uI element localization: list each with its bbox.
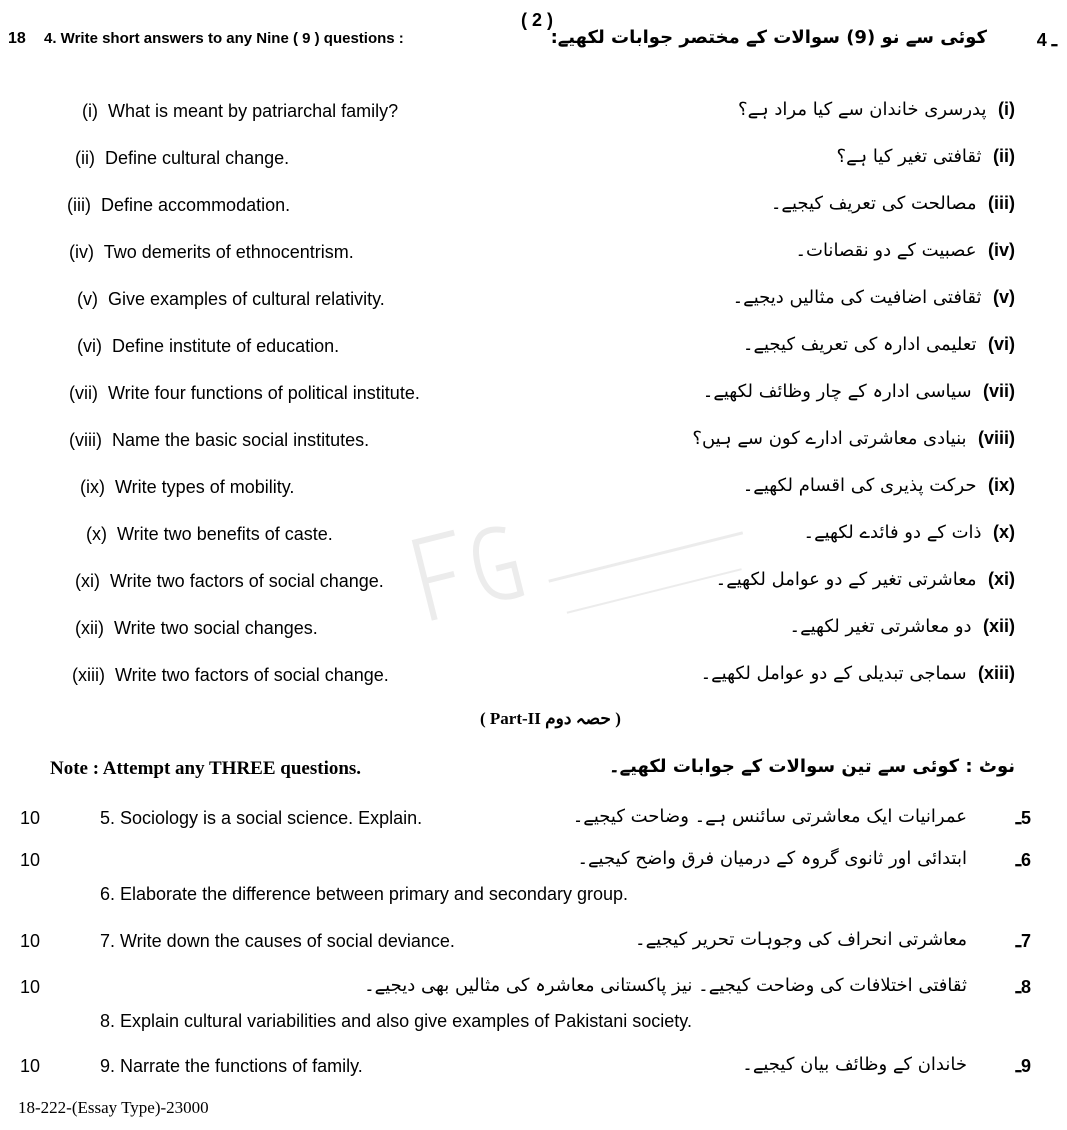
long-question-en: 8. Explain cultural variabilities and also give examples of Pakistani society. <box>100 1011 692 1031</box>
question-item-en <box>69 242 354 263</box>
item-text-en: Write two benefits of caste. <box>117 524 333 544</box>
question-item-en <box>80 477 294 498</box>
q4-instruction-ur: کوئی سے نو (9) سوالات کے مختصر جوابات لکھیے: <box>550 27 987 48</box>
question-marks: 10 <box>20 1056 41 1076</box>
item-text-ur: معاشرتی تغیر کے دو عوامل لکھیے۔ <box>715 569 977 590</box>
item-text-ur: سیاسی ادارہ کے چار وظائف لکھیے۔ <box>702 381 972 402</box>
question-item-ur <box>716 569 1015 590</box>
long-question-ur: ثقافتی اختلافات کی وضاحت کیجیے۔ نیز پاکستانی معاشرہ کی مثالیں بھی دیجیے۔ <box>364 975 967 996</box>
question-item-en <box>82 101 398 122</box>
q4-instruction-en: 4. Write short answers to any Nine ( 9 ) questions : <box>44 30 404 47</box>
question-item-ur <box>701 663 1015 684</box>
item-text-ur: دو معاشرتی تغیر لکھیے۔ <box>789 616 972 637</box>
question-item-ur <box>692 428 1015 449</box>
item-text-en: Define accommodation. <box>101 195 291 215</box>
long-question-number-ur: 8ـ <box>1015 977 1031 997</box>
long-question-ur: معاشرتی انحراف کی وجوہات تحریر کیجیے۔ <box>635 929 967 950</box>
long-question-number-ur: 5ـ <box>1015 808 1031 828</box>
long-question-ur: خاندان کے وظائف بیان کیجیے۔ <box>742 1054 967 1075</box>
question-item-en <box>69 430 369 451</box>
question-marks: 10 <box>20 808 41 828</box>
item-text-ur: ثقافتی تغیر کیا ہے؟ <box>836 146 982 167</box>
question-item-ur <box>771 193 1015 214</box>
item-text-ur: حرکت پذیری کی اقسام لکھیے۔ <box>742 475 977 496</box>
question-item-ur <box>795 240 1015 261</box>
item-label: (vi) <box>77 336 102 356</box>
item-text-ur: تعلیمی ادارہ کی تعریف کیجیے۔ <box>742 334 977 355</box>
question-item-en <box>77 289 385 310</box>
item-text-en: What is meant by patriarchal family? <box>108 101 399 121</box>
item-label-ur: (viii) <box>977 428 1015 448</box>
question-marks: 10 <box>20 850 41 870</box>
question-item-ur <box>790 616 1015 637</box>
item-label: (iv) <box>69 242 94 262</box>
item-label-ur: (vii) <box>982 381 1015 401</box>
item-label-ur: (ix) <box>987 475 1015 495</box>
item-text-en: Give examples of cultural relativity. <box>108 289 385 309</box>
item-label-ur: (xiii) <box>977 663 1015 683</box>
item-text-en: Define cultural change. <box>105 148 290 168</box>
item-label: (v) <box>77 289 98 309</box>
question-item-ur <box>743 334 1015 355</box>
part2-heading: ( Part-II حصہ دوم ) <box>480 709 621 728</box>
question-item-en <box>75 571 384 592</box>
item-label: (x) <box>86 524 107 544</box>
long-question-number-ur: 9ـ <box>1015 1056 1031 1076</box>
item-label: (xi) <box>75 571 100 591</box>
item-text-en: Name the basic social institutes. <box>112 430 370 450</box>
item-text-ur: عصبیت کے دو نقصانات۔ <box>795 240 977 261</box>
item-text-en: Two demerits of ethnocentrism. <box>103 242 354 262</box>
item-label: (i) <box>82 101 98 121</box>
question-item-en <box>69 383 420 404</box>
question-item-ur <box>804 522 1015 543</box>
item-label: (iii) <box>67 195 91 215</box>
note-en: Note : Attempt any THREE questions. <box>50 758 362 779</box>
item-text-ur: ذات کے دو فائدے لکھیے۔ <box>803 522 982 543</box>
item-label-ur: (iv) <box>987 240 1015 260</box>
item-label: (viii) <box>69 430 102 450</box>
question-item-ur <box>738 99 1015 120</box>
page-number: ( 2 ) <box>521 10 554 30</box>
item-label-ur: (xii) <box>982 616 1015 636</box>
item-label-ur: (x) <box>992 522 1015 542</box>
item-text-ur: مصالحت کی تعریف کیجیے۔ <box>770 193 977 214</box>
item-text-en: Write two factors of social change. <box>115 665 389 685</box>
question-marks: 10 <box>20 931 41 951</box>
q4-marks: 18 <box>8 30 26 47</box>
item-label: (xii) <box>75 618 104 638</box>
item-text-ur: پدرسری خاندان سے کیا مراد ہے؟ <box>738 99 987 120</box>
item-label: (ix) <box>80 477 105 497</box>
item-label-ur: (v) <box>992 287 1015 307</box>
question-item-en <box>86 524 333 545</box>
item-text-en: Write two factors of social change. <box>110 571 384 591</box>
question-item-ur <box>703 381 1015 402</box>
long-question-en: 6. Elaborate the difference between primary and secondary group. <box>100 884 628 904</box>
q4-number-ur: 4 ـ <box>1036 30 1057 50</box>
item-label-ur: (ii) <box>992 146 1015 166</box>
long-question-en: 9. Narrate the functions of family. <box>100 1056 363 1076</box>
question-item-en <box>77 336 339 357</box>
item-label-ur: (xi) <box>987 569 1015 589</box>
question-item-ur <box>837 146 1015 167</box>
paper-code-footer: 18-222-(Essay Type)-23000 <box>18 1098 209 1117</box>
item-label: (xiii) <box>72 665 105 685</box>
item-text-ur: ثقافتی اضافیت کی مثالیں دیجیے۔ <box>732 287 982 308</box>
item-text-en: Write types of mobility. <box>115 477 295 497</box>
watermark-logo <box>400 430 780 650</box>
item-text-ur: بنیادی معاشرتی ادارے کون سے ہیں؟ <box>692 428 967 449</box>
long-question-ur: ابتدائی اور ثانوی گروہ کے درمیان فرق واضح کیجیے۔ <box>577 848 967 869</box>
item-label-ur: (iii) <box>987 193 1015 213</box>
long-question-number-ur: 6ـ <box>1015 850 1031 870</box>
item-text-ur: سماجی تبدیلی کے دو عوامل لکھیے۔ <box>700 663 967 684</box>
question-item-en <box>72 665 389 686</box>
item-label-ur: (i) <box>997 99 1015 119</box>
item-label: (vii) <box>69 383 98 403</box>
note-ur: نوٹ : کوئی سے تین سوالات کے جوابات لکھیے۔ <box>609 756 1015 777</box>
long-question-ur: عمرانیات ایک معاشرتی سائنس ہے۔ وضاحت کیجیے۔ <box>572 806 967 827</box>
item-text-en: Define institute of education. <box>112 336 340 356</box>
question-item-en <box>75 618 318 639</box>
long-question-en: 7. Write down the causes of social deviance. <box>100 931 455 951</box>
question-item-ur <box>743 475 1015 496</box>
item-label-ur: (vi) <box>987 334 1015 354</box>
long-question-en: 5. Sociology is a social science. Explain. <box>100 808 423 828</box>
item-text-en: Write two social changes. <box>114 618 318 638</box>
question-item-en <box>75 148 289 169</box>
item-text-en: Write four functions of political institute. <box>108 383 420 403</box>
question-item-ur <box>733 287 1015 308</box>
item-label: (ii) <box>75 148 95 168</box>
question-item-en <box>67 195 290 216</box>
question-marks: 10 <box>20 977 41 997</box>
long-question-number-ur: 7ـ <box>1015 931 1031 951</box>
